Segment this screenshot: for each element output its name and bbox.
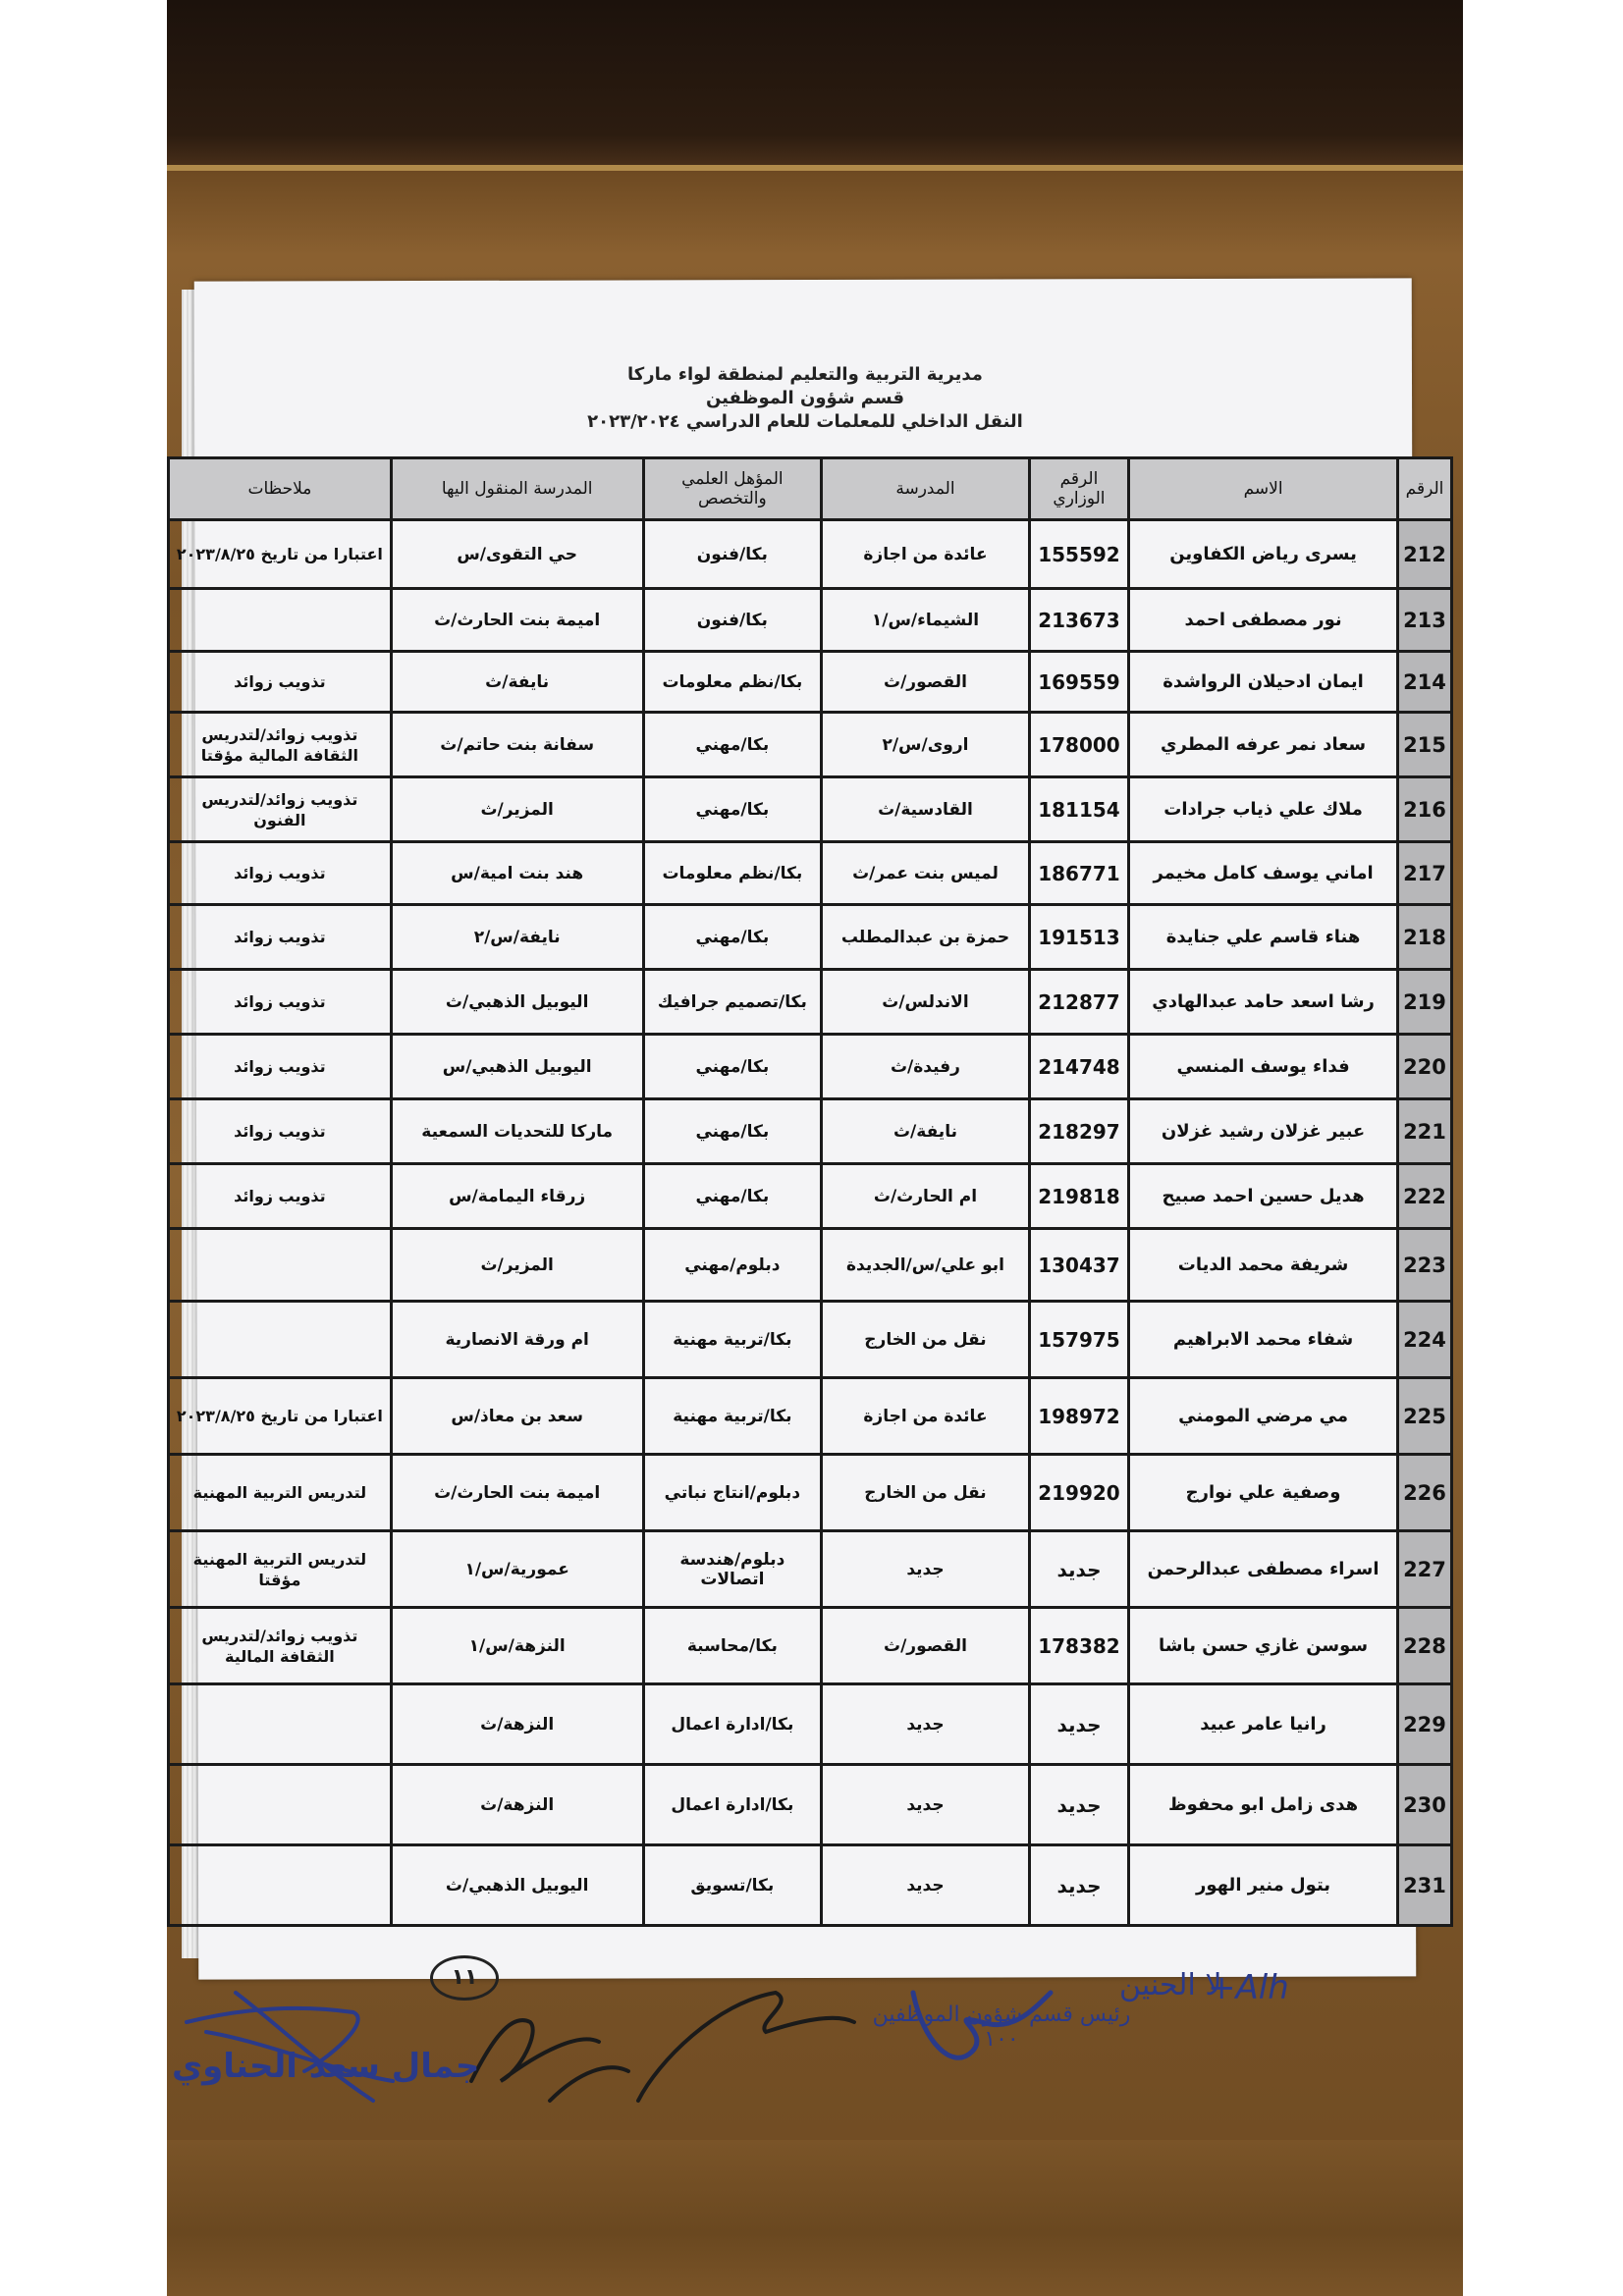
- signature-2: [471, 2020, 628, 2101]
- table-row: [169, 1164, 1452, 1229]
- row-ministry-id: 219818: [1029, 1164, 1128, 1229]
- row-name: سعاد نمر عرفه المطري: [1129, 713, 1398, 777]
- row-school: القصور/ث: [822, 652, 1030, 713]
- signature-3: [638, 1993, 854, 2101]
- table-row: [169, 1035, 1452, 1099]
- row-destination: زرقاء اليمامة/س: [391, 1164, 643, 1229]
- row-school: جديد: [822, 1845, 1030, 1926]
- col-header-notes: ملاحظات: [169, 458, 392, 520]
- row-name: نور مصطفى احمد: [1129, 589, 1398, 652]
- right-margin: [1463, 0, 1623, 2296]
- row-notes: [169, 1302, 392, 1378]
- row-qualification: بكا/تربية مهنية: [643, 1378, 822, 1455]
- row-qualification: بكا/مهني: [643, 905, 822, 970]
- table-body: [169, 520, 1452, 1926]
- row-qualification: بكا/نظم معلومات: [643, 842, 822, 905]
- row-destination: اليوبيل الذهبي/ث: [391, 1845, 643, 1926]
- row-notes: اعتبارا من تاريخ ٢٠٢٣/٨/٢٥: [169, 520, 392, 589]
- table-row: [169, 1378, 1452, 1455]
- row-number: 223: [1397, 1229, 1451, 1302]
- row-qualification: بكا/محاسبة: [643, 1608, 822, 1684]
- row-number: 214: [1397, 652, 1451, 713]
- row-ministry-id: 198972: [1029, 1378, 1128, 1455]
- row-qualification: بكا/فنون: [643, 520, 822, 589]
- row-school: عائدة من اجازة: [822, 520, 1030, 589]
- row-number: 227: [1397, 1531, 1451, 1608]
- row-qualification: بكا/ادارة اعمال: [643, 1684, 822, 1765]
- row-ministry-id: 181154: [1029, 777, 1128, 842]
- row-ministry-id: جديد: [1029, 1845, 1128, 1926]
- row-school: جديد: [822, 1684, 1030, 1765]
- row-school: جديد: [822, 1531, 1030, 1608]
- row-number: 229: [1397, 1684, 1451, 1765]
- row-number: 228: [1397, 1608, 1451, 1684]
- row-qualification: بكا/مهني: [643, 1164, 822, 1229]
- row-destination: المزير/ث: [391, 777, 643, 842]
- row-school: ابو علي/س/الجديدة: [822, 1229, 1030, 1302]
- row-name: ملاك علي ذياب جرادات: [1129, 777, 1398, 842]
- row-ministry-id: 214748: [1029, 1035, 1128, 1099]
- row-name: ايمان ادحيلان الرواشدة: [1129, 652, 1398, 713]
- col-header-qualification: المؤهل العلمي والتخصص: [643, 458, 822, 520]
- row-school: الاندلس/ث: [822, 970, 1030, 1035]
- table-row: [169, 520, 1452, 589]
- row-name: فداء يوسف المنسي: [1129, 1035, 1398, 1099]
- row-destination: عمورية/س/١: [391, 1531, 643, 1608]
- row-notes: اعتبارا من تاريخ ٢٠٢٣/٨/٢٥: [169, 1378, 392, 1455]
- row-notes: [169, 589, 392, 652]
- table-row: [169, 589, 1452, 652]
- row-ministry-id: 130437: [1029, 1229, 1128, 1302]
- row-destination: نايفة/س/٢: [391, 905, 643, 970]
- table-header-row: [169, 458, 1452, 520]
- handwritten-note: لا الحنين: [1119, 1968, 1222, 2002]
- row-qualification: بكا/فنون: [643, 589, 822, 652]
- row-qualification: دبلوم/هندسة اتصالات: [643, 1531, 822, 1608]
- row-school: رفيدة/ث: [822, 1035, 1030, 1099]
- row-name: هدى زامل ابو محفوظ: [1129, 1765, 1398, 1845]
- document-heading: [196, 363, 1414, 434]
- row-name: هناء قاسم علي جنايدة: [1129, 905, 1398, 970]
- row-school: الشيماء/س/١: [822, 589, 1030, 652]
- row-notes: [169, 1684, 392, 1765]
- row-school: القصور/ث: [822, 1608, 1030, 1684]
- row-number: 219: [1397, 970, 1451, 1035]
- row-number: 213: [1397, 589, 1451, 652]
- col-header-destination: المدرسة المنقول اليها: [391, 458, 643, 520]
- row-destination: حي التقوى/س: [391, 520, 643, 589]
- row-notes: [169, 1765, 392, 1845]
- row-name: شفاء محمد الابراهيم: [1129, 1302, 1398, 1378]
- row-ministry-id: 191513: [1029, 905, 1128, 970]
- row-school: حمزة بن عبدالمطلب: [822, 905, 1030, 970]
- table-row: [169, 713, 1452, 777]
- row-ministry-id: 155592: [1029, 520, 1128, 589]
- row-qualification: بكا/تسويق: [643, 1845, 822, 1926]
- row-name: بتول منير الهور: [1129, 1845, 1398, 1926]
- stamp-line2: ١٠٠: [984, 2027, 1019, 2052]
- row-number: 212: [1397, 520, 1451, 589]
- row-number: 216: [1397, 777, 1451, 842]
- row-notes: تذويب زوائد/لتدريس الثقافة المالية مؤقتا: [169, 713, 392, 777]
- row-qualification: بكا/نظم معلومات: [643, 652, 822, 713]
- table-row: [169, 1608, 1452, 1684]
- row-qualification: بكا/ادارة اعمال: [643, 1765, 822, 1845]
- row-notes: تذويب زوائد: [169, 970, 392, 1035]
- row-destination: ام ورقة الانصارية: [391, 1302, 643, 1378]
- row-destination: اميمة بنت الحارث/ث: [391, 589, 643, 652]
- row-notes: تذويب زوائد/لتدريس الفنون: [169, 777, 392, 842]
- table-row: [169, 1302, 1452, 1378]
- row-qualification: بكا/مهني: [643, 713, 822, 777]
- row-qualification: دبلوم/انتاج نباتي: [643, 1455, 822, 1531]
- row-ministry-id: 157975: [1029, 1302, 1128, 1378]
- row-ministry-id: 186771: [1029, 842, 1128, 905]
- row-school: القادسية/ث: [822, 777, 1030, 842]
- row-destination: نايفة/ث: [391, 652, 643, 713]
- row-school: اروى/س/٢: [822, 713, 1030, 777]
- row-name: عبير غزلان رشيد غزلان: [1129, 1099, 1398, 1164]
- heading-department: قسم شؤون الموظفين: [705, 388, 905, 408]
- row-notes: تذويب زوائد: [169, 905, 392, 970]
- transfer-table: [167, 456, 1453, 1927]
- heading-title: النقل الداخلي للمعلمات للعام الدراسي ٢٠٢٣/٢٠٢٤: [587, 411, 1023, 432]
- table-row: [169, 1099, 1452, 1164]
- row-name: مي مرضي المومني: [1129, 1378, 1398, 1455]
- row-school: نايفة/ث: [822, 1099, 1030, 1164]
- table-row: [169, 970, 1452, 1035]
- row-notes: تذويب زوائد: [169, 1099, 392, 1164]
- row-destination: اليوبيل الذهبي/س: [391, 1035, 643, 1099]
- row-school: نقل من الخارج: [822, 1455, 1030, 1531]
- row-school: ام الحارث/ث: [822, 1164, 1030, 1229]
- col-header-name: الاسم: [1129, 458, 1398, 520]
- row-number: 217: [1397, 842, 1451, 905]
- row-destination: هند بنت امية/س: [391, 842, 643, 905]
- row-ministry-id: 169559: [1029, 652, 1128, 713]
- row-number: 231: [1397, 1845, 1451, 1926]
- row-name: يسرى رياض الكفاوين: [1129, 520, 1398, 589]
- row-name: سوسن غازي حسن باشا: [1129, 1608, 1398, 1684]
- row-qualification: بكا/مهني: [643, 777, 822, 842]
- row-qualification: بكا/تصميم جرافيك: [643, 970, 822, 1035]
- row-name: وصفية علي نوارج: [1129, 1455, 1398, 1531]
- table-row: [169, 1229, 1452, 1302]
- row-qualification: بكا/مهني: [643, 1035, 822, 1099]
- row-notes: تذويب زوائد: [169, 842, 392, 905]
- table-row: [169, 1455, 1452, 1531]
- department-stamp: [854, 2002, 1149, 2110]
- table-row: [169, 1531, 1452, 1608]
- row-notes: [169, 1845, 392, 1926]
- desk-bottom: [167, 2140, 1463, 2296]
- row-ministry-id: 178382: [1029, 1608, 1128, 1684]
- row-qualification: بكا/تربية مهنية: [643, 1302, 822, 1378]
- row-ministry-id: 213673: [1029, 589, 1128, 652]
- handwritten-initials: +Alh: [1208, 1968, 1289, 2007]
- photo-dark-top: [167, 0, 1463, 169]
- table-row: [169, 652, 1452, 713]
- row-school: نقل من الخارج: [822, 1302, 1030, 1378]
- row-notes: لتدريس التربية المهنية مؤقتا: [169, 1531, 392, 1608]
- row-ministry-id: جديد: [1029, 1765, 1128, 1845]
- row-notes: لتدريس التربية المهنية: [169, 1455, 392, 1531]
- row-ministry-id: 178000: [1029, 713, 1128, 777]
- row-notes: تذويب زوائد: [169, 1035, 392, 1099]
- row-school: عائدة من اجازة: [822, 1378, 1030, 1455]
- row-name: رشا اسعد حامد عبدالهادي: [1129, 970, 1398, 1035]
- row-number: 215: [1397, 713, 1451, 777]
- table-row: [169, 777, 1452, 842]
- row-notes: [169, 1229, 392, 1302]
- left-margin: [0, 0, 167, 2296]
- page-number-circle: ١١: [430, 1955, 499, 2001]
- row-destination: سفانة بنت حاتم/ث: [391, 713, 643, 777]
- row-school: لميس بنت عمر/ث: [822, 842, 1030, 905]
- row-destination: اميمة بنت الحارث/ث: [391, 1455, 643, 1531]
- row-number: 225: [1397, 1378, 1451, 1455]
- row-notes: تذويب زوائد/لتدريس الثقافة المالية: [169, 1608, 392, 1684]
- row-destination: المزير/ث: [391, 1229, 643, 1302]
- row-name: اماني يوسف كامل مخيمر: [1129, 842, 1398, 905]
- row-ministry-id: جديد: [1029, 1531, 1128, 1608]
- row-destination: النزهة/س/١: [391, 1608, 643, 1684]
- table-row: [169, 842, 1452, 905]
- col-header-num: الرقم: [1397, 458, 1451, 520]
- desk-edge: [167, 165, 1463, 171]
- table-row: [169, 905, 1452, 970]
- row-ministry-id: جديد: [1029, 1684, 1128, 1765]
- row-ministry-id: 219920: [1029, 1455, 1128, 1531]
- row-number: 220: [1397, 1035, 1451, 1099]
- row-destination: اليوبيل الذهبي/ث: [391, 970, 643, 1035]
- signature-name: جمال سعد الحناوي: [172, 2047, 480, 2086]
- row-name: هديل حسين احمد صبيح: [1129, 1164, 1398, 1229]
- row-destination: النزهة/ث: [391, 1684, 643, 1765]
- row-destination: النزهة/ث: [391, 1765, 643, 1845]
- row-number: 226: [1397, 1455, 1451, 1531]
- row-ministry-id: 212877: [1029, 970, 1128, 1035]
- stamp-line1: رئيس قسم شؤون الموظفين: [872, 2002, 1131, 2027]
- row-number: 222: [1397, 1164, 1451, 1229]
- row-name: اسراء مصطفى عبدالرحمن: [1129, 1531, 1398, 1608]
- col-header-school: المدرسة: [822, 458, 1030, 520]
- row-number: 221: [1397, 1099, 1451, 1164]
- row-number: 230: [1397, 1765, 1451, 1845]
- row-number: 224: [1397, 1302, 1451, 1378]
- row-notes: تذويب زوائد: [169, 1164, 392, 1229]
- row-name: شريفة محمد الديات: [1129, 1229, 1398, 1302]
- row-ministry-id: 218297: [1029, 1099, 1128, 1164]
- row-number: 218: [1397, 905, 1451, 970]
- row-qualification: بكا/مهني: [643, 1099, 822, 1164]
- row-destination: ماركا للتحديات السمعية: [391, 1099, 643, 1164]
- table-row: [169, 1684, 1452, 1765]
- heading-directorate: مديرية التربية والتعليم لمنطقة لواء ماركا: [627, 364, 983, 385]
- row-school: جديد: [822, 1765, 1030, 1845]
- table-row: [169, 1845, 1452, 1926]
- row-notes: تذويب زوائد: [169, 652, 392, 713]
- col-header-id: الرقم الوزاري: [1029, 458, 1128, 520]
- row-qualification: دبلوم/مهني: [643, 1229, 822, 1302]
- row-name: رانيا عامر عبيد: [1129, 1684, 1398, 1765]
- table-row: [169, 1765, 1452, 1845]
- row-destination: سعد بن معاذ/س: [391, 1378, 643, 1455]
